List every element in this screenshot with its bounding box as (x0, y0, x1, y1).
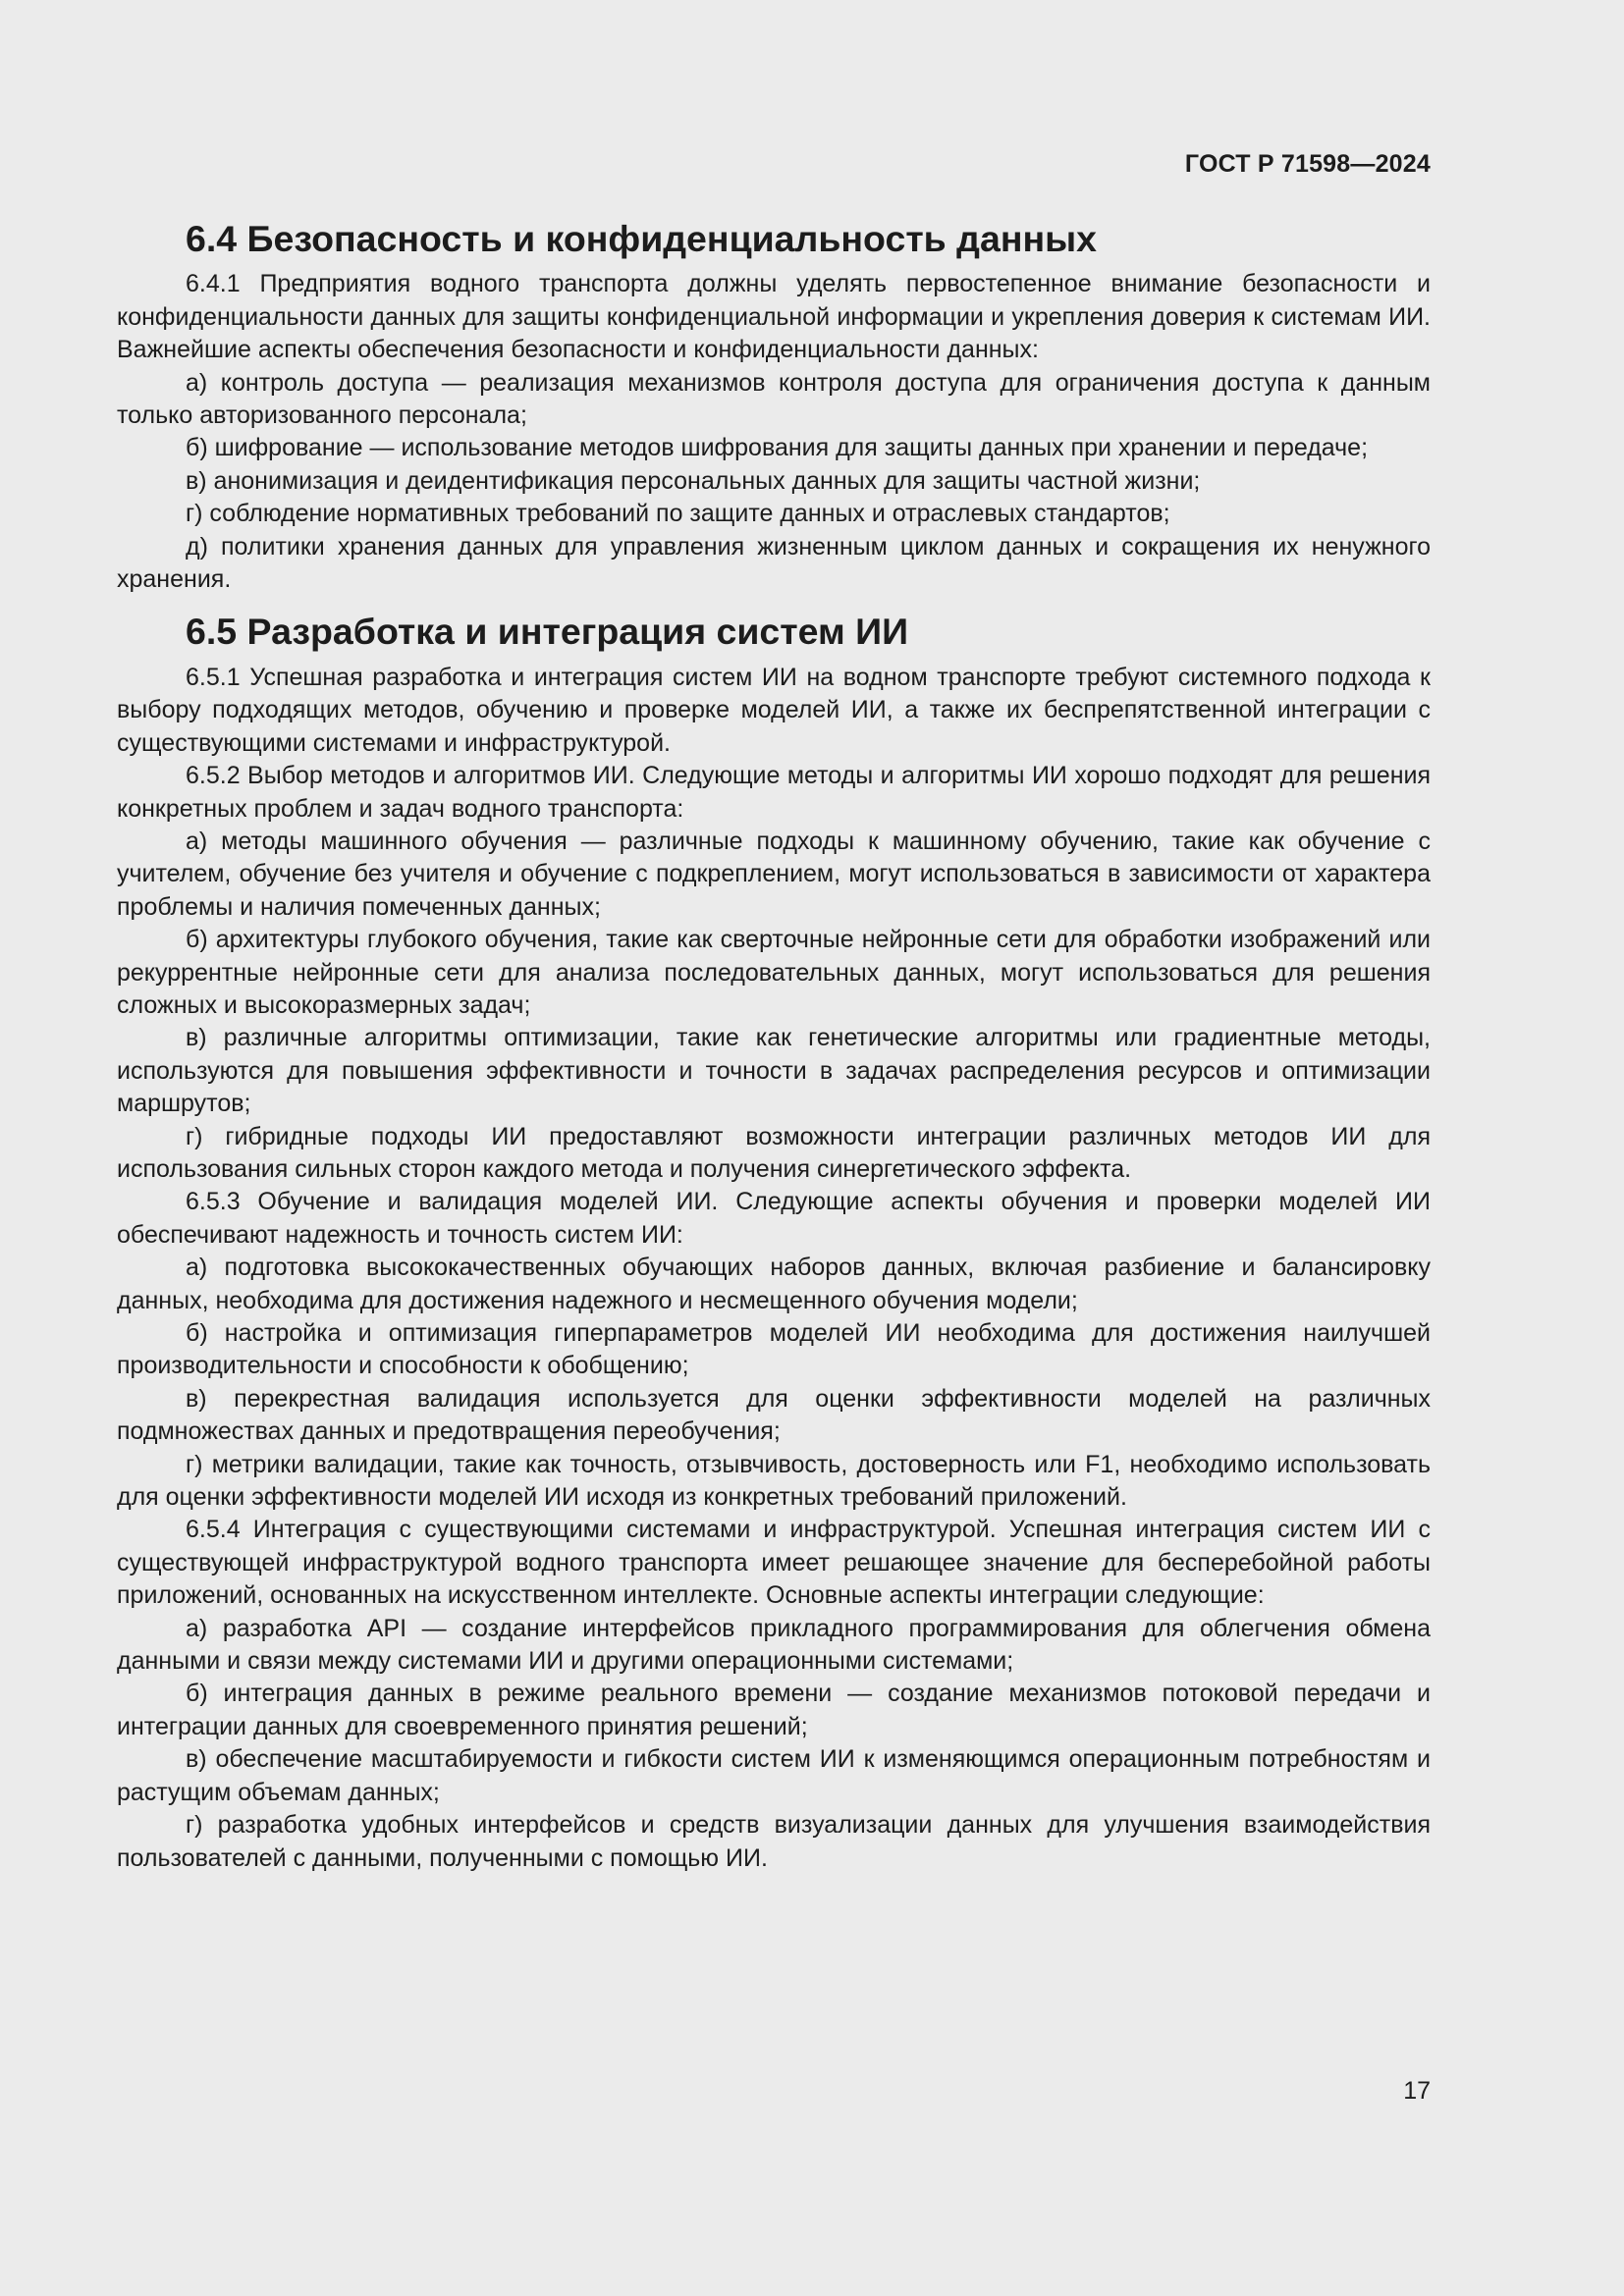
paragraph-6-5-1: 6.5.1 Успешная разработка и интеграция систем ИИ на водном транспорте требуют системного подхода к выбору подходящих методов, обучению и проверке моделей ИИ, а также их беспрепятственной интеграции с существующими системами и инфраструктурой. (117, 663, 1431, 757)
section-heading: 6.4 Безопасность и конфиденциальность данных (186, 218, 1097, 259)
list-item-g: г) гибридные подходы ИИ предоставляют возможности интеграции различных методов ИИ для использования сильных сторон каждого метода и получения синергетического эффекта. (117, 1122, 1431, 1183)
list-item-v: в) различные алгоритмы оптимизации, такие как генетические алгоритмы или градиентные методы, используются для повышения эффективности и точности в задачах распределения ресурсов и оптимизации маршрутов; (117, 1024, 1431, 1118)
paragraph-6-5-4: 6.5.4 Интеграция с существующими системами и инфраструктурой. Успешная интеграция систем ИИ с существующей инфраструктурой водного транспорта имеет решающее значение для бесперебойной работы приложений, основанных на искусственном интеллекте. Основные аспекты интеграции следующие: (117, 1516, 1431, 1610)
list-item-a: а) методы машинного обучения — различные подходы к машинному обучению, такие как обучение с учителем, обучение без учителя и обучение с подкреплением, могут использоваться в зависимости от характера проблемы и наличия помеченных данных; (117, 827, 1431, 921)
list-item-a: а) разработка API — создание интерфейсов прикладного программирования для облегчения обмена данными и связи между системами ИИ и другими операционными системами; (117, 1614, 1431, 1676)
list-item-v: в) перекрестная валидация используется для оценки эффективности моделей на различных подмножествах данных и предотвращения переобучения; (117, 1384, 1431, 1446)
document-body (117, 218, 1431, 1875)
section-6-4 (117, 218, 1431, 596)
list-item-b: б) интеграция данных в режиме реального времени — создание механизмов потоковой передачи и интеграции данных для своевременного принятия решений; (117, 1680, 1431, 1740)
section-heading: 6.5 Разработка и интеграция систем ИИ (186, 611, 909, 653)
list-item-g: г) соблюдение нормативных требований по защите данных и отраслевых стандартов; (186, 500, 1170, 528)
list-item-v: в) анонимизация и деидентификация персональных данных для защиты частной жизни; (186, 466, 1201, 495)
paragraph-6-5-2: 6.5.2 Выбор методов и алгоритмов ИИ. Следующие методы и алгоритмы ИИ хорошо подходят для решения конкретных проблем и задач водного транспорта: (117, 762, 1431, 823)
page-number: 17 (1403, 2077, 1431, 2105)
list-item-a: а) контроль доступа — реализация механизмов контроля доступа для ограничения доступа к данным только авторизованного персонала; (117, 368, 1431, 430)
list-item-d: д) политики хранения данных для управления жизненным циклом данных и сокращения их ненужного хранения. (117, 532, 1431, 594)
paragraph-6-4-1: 6.4.1 Предприятия водного транспорта должны уделять первостепенное внимание безопасности и конфиденциальности данных для защиты конфиденциальной информации и укрепления доверия к системам ИИ. Важнейшие аспекты обеспечения безопасности и конфиденциальности данных: (117, 270, 1431, 364)
list-item-v: в) обеспечение масштабируемости и гибкости систем ИИ к изменяющимся операционным потребностям и растущим объемам данных; (117, 1745, 1431, 1806)
paragraph-6-5-3: 6.5.3 Обучение и валидация моделей ИИ. Следующие аспекты обучения и проверки моделей ИИ обеспечивают надежность и точность систем ИИ: (117, 1188, 1431, 1249)
list-item-a: а) подготовка высококачественных обучающих наборов данных, включая разбиение и балансировку данных, необходима для достижения надежного и несмещенного обучения модели; (117, 1254, 1431, 1314)
document-code-header: ГОСТ Р 71598—2024 (1184, 150, 1431, 178)
list-item-b: б) архитектуры глубокого обучения, такие как сверточные нейронные сети для обработки изображений или рекуррентные нейронные сети для анализа последовательных данных, могут использоваться для решения сложных и высокоразмерных задач; (117, 926, 1431, 1019)
section-6-5 (117, 611, 1431, 1874)
list-item-g: г) метрики валидации, такие как точность, отзывчивость, достоверность или F1, необходимо использовать для оценки эффективности моделей ИИ исходя из конкретных требований приложений. (117, 1450, 1431, 1512)
list-item-b: б) настройка и оптимизация гиперпараметров моделей ИИ необходима для достижения наилучшей производительности и способности к обобщению; (117, 1319, 1431, 1380)
list-item-b: б) шифрование — использование методов шифрования для защиты данных при хранении и передаче; (186, 434, 1369, 462)
list-item-g: г) разработка удобных интерфейсов и средств визуализации данных для улучшения взаимодействия пользователей с данными, полученными с помощью ИИ. (117, 1811, 1431, 1872)
